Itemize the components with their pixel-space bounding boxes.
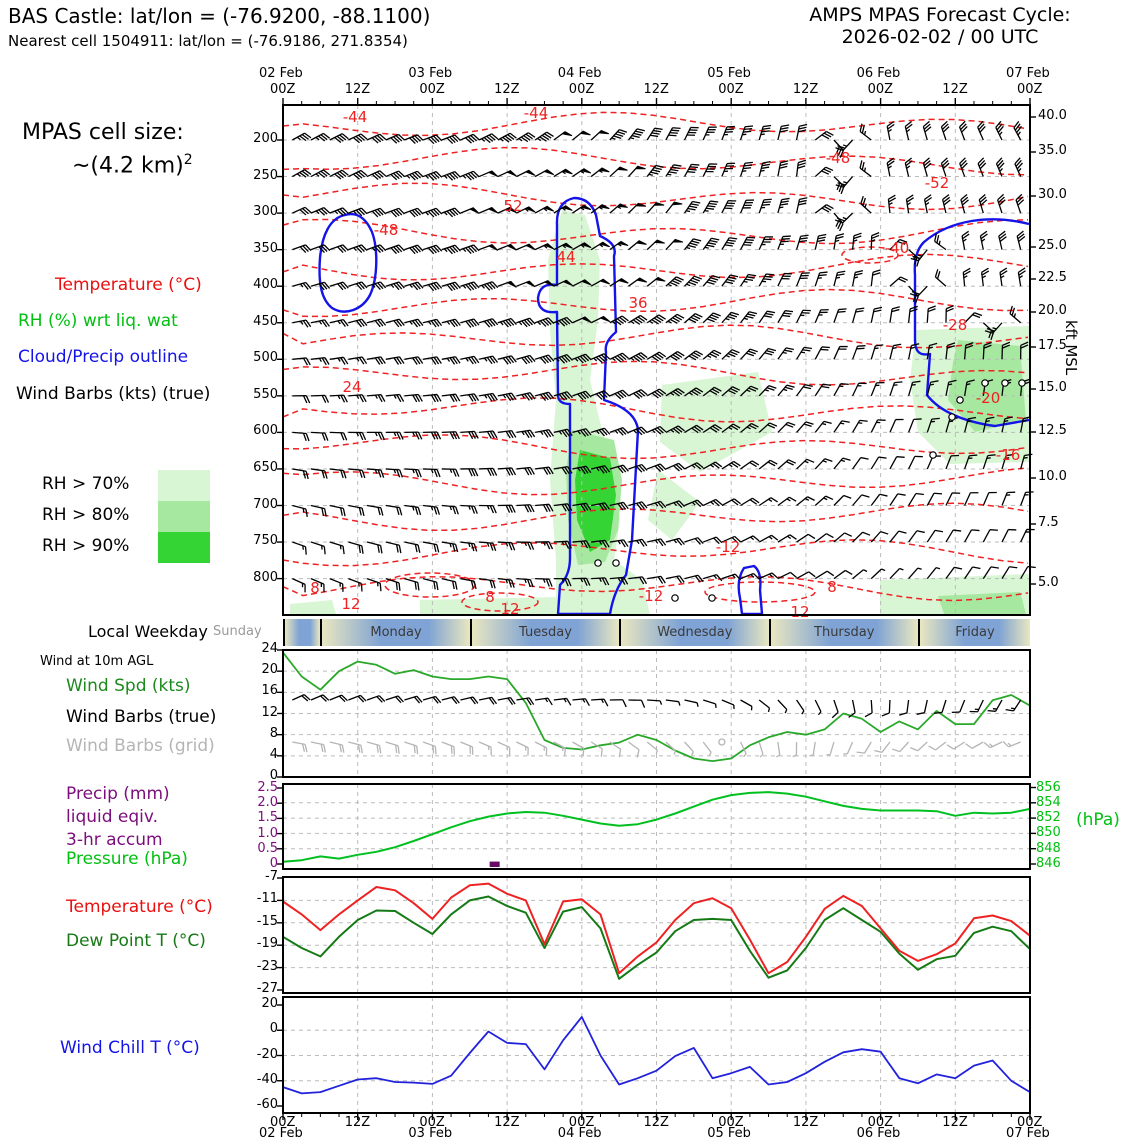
wind-barb-icon bbox=[498, 742, 510, 755]
wind-barb-icon bbox=[330, 742, 344, 753]
weekday-cell-monday: Monday bbox=[320, 619, 469, 646]
kft-tick-label: 7.5 bbox=[1038, 515, 1059, 530]
top-axis-date: 04 Feb bbox=[557, 66, 602, 81]
precip-ytick-label: 0 bbox=[269, 856, 278, 871]
calm-wind-icon bbox=[1019, 380, 1025, 386]
bottom-axis-date: 07 Feb bbox=[1006, 1126, 1050, 1140]
wind-barb-icon bbox=[929, 742, 946, 750]
contour-label: -48 bbox=[825, 149, 851, 167]
precip-ytick-label: 2.0 bbox=[257, 795, 278, 811]
wind-barb-icon bbox=[479, 742, 491, 755]
wind-barb-icon bbox=[591, 699, 608, 706]
wind-barb-icon bbox=[966, 742, 984, 748]
pressure-tick-label: 200 bbox=[253, 131, 278, 146]
chill-ytick-label: -40 bbox=[256, 1071, 278, 1087]
precip-bar bbox=[490, 862, 500, 867]
wind-barb-icon bbox=[404, 742, 417, 754]
contour-label: -40 bbox=[884, 239, 910, 257]
contour-label: 12 bbox=[790, 603, 810, 621]
wind-barb-icon bbox=[809, 742, 815, 756]
legend-windbarb-label: Wind Barbs (kts) (true) bbox=[16, 384, 211, 404]
temp-ytick-label: -19 bbox=[256, 936, 278, 952]
bottom-axis-date: 02 Feb bbox=[259, 1126, 303, 1140]
top-axis-date: 03 Feb bbox=[408, 66, 453, 81]
calm-wind-icon bbox=[930, 452, 936, 458]
contour-label: 12 bbox=[500, 600, 520, 618]
weekday-cell-tuesday: Tuesday bbox=[470, 619, 619, 646]
cell-size-line2: ~(4.2 km)$^2$ bbox=[72, 152, 193, 179]
local-weekday-label: Local Weekday bbox=[88, 622, 208, 641]
bottom-axis-hour: 00Z bbox=[568, 1115, 595, 1130]
rh-legend-70-label: RH > 70% bbox=[42, 474, 130, 494]
wind-barb-icon bbox=[348, 742, 362, 753]
precip-label1: Precip (mm) bbox=[66, 784, 170, 804]
wind-barb-icon bbox=[311, 742, 325, 752]
wind-barbs-grid-label: Wind Barbs (grid) bbox=[66, 736, 215, 756]
precip-ytick-label: 0.5 bbox=[257, 840, 278, 856]
wind-barb-icon bbox=[1003, 741, 1021, 747]
wind-barb-icon bbox=[952, 700, 965, 712]
bottom-axis-hour: 00Z bbox=[867, 1115, 894, 1130]
wind-barb-icon bbox=[793, 742, 797, 757]
precip-ytick-label: 1.5 bbox=[257, 810, 278, 826]
temp-dew-panel bbox=[283, 877, 1030, 993]
top-axis-hour: 00Z bbox=[270, 82, 296, 97]
wind-barb-icon bbox=[917, 700, 928, 714]
pressure-tick-label: 250 bbox=[253, 167, 278, 183]
wind-ytick-label: 4 bbox=[269, 746, 278, 762]
top-axis-hour: 00Z bbox=[718, 82, 744, 97]
wind-barb-icon bbox=[386, 696, 404, 703]
hpa-ytick-label: 850 bbox=[1036, 825, 1061, 841]
wind-barb-icon bbox=[479, 697, 496, 704]
wind-barb-icon bbox=[628, 742, 638, 758]
bottom-axis-date: 05 Feb bbox=[707, 1126, 751, 1140]
wind-barb-icon bbox=[984, 742, 1002, 748]
contour-label: -12 bbox=[638, 587, 664, 605]
precip-label2: liquid eqiv. bbox=[66, 807, 159, 827]
wind-barb-icon bbox=[330, 695, 348, 702]
temp-ytick-label: -11 bbox=[256, 891, 278, 907]
calm-wind-icon bbox=[1002, 380, 1008, 386]
wind-ytick-label: 0 bbox=[269, 768, 278, 783]
wind-barb-icon bbox=[776, 742, 779, 757]
wind-barb-icon bbox=[292, 742, 307, 752]
wind-barb-icon bbox=[899, 700, 908, 715]
legend-temperature-label: Temperature (°C) bbox=[55, 275, 202, 295]
kft-tick-label: 12.5 bbox=[1038, 423, 1067, 438]
pressure-tick-label: 600 bbox=[253, 423, 278, 439]
contour-label: 12 bbox=[341, 595, 361, 613]
pressure-tick-label: 800 bbox=[253, 569, 278, 585]
pressure-tick-label: 700 bbox=[253, 496, 278, 512]
contour-label: -48 bbox=[373, 221, 399, 239]
cell-size-line1: MPAS cell size: bbox=[22, 120, 184, 145]
legend-cloud-label: Cloud/Precip outline bbox=[18, 347, 189, 367]
chill-ytick-label: -20 bbox=[256, 1046, 278, 1062]
bottom-axis-date: 06 Feb bbox=[856, 1126, 901, 1140]
wind-barb-icon bbox=[832, 700, 838, 718]
hpa-ytick-label: 846 bbox=[1036, 856, 1061, 871]
contour-label: -28 bbox=[942, 316, 968, 334]
wind-barb-icon bbox=[703, 742, 711, 756]
wind-barb-icon bbox=[797, 700, 804, 714]
wind-ytick-label: 16 bbox=[261, 683, 278, 699]
wind-ytick-label: 24 bbox=[261, 641, 278, 656]
contour-label: -44 bbox=[523, 104, 549, 122]
wind-spd-label: Wind Spd (kts) bbox=[66, 676, 191, 696]
temp-ytick-label: -23 bbox=[256, 958, 278, 974]
kft-tick-label: 15.0 bbox=[1038, 380, 1067, 395]
wind-ytick-label: 8 bbox=[269, 725, 278, 741]
wind-barb-icon bbox=[759, 700, 769, 712]
hpa-ytick-label: 852 bbox=[1036, 810, 1061, 826]
wind-barb-icon bbox=[685, 700, 698, 707]
wind-barb-icon bbox=[703, 700, 716, 708]
precip-pressure-panel bbox=[283, 784, 1030, 869]
wind-barb-icon bbox=[423, 742, 436, 754]
calm-wind-icon bbox=[957, 397, 963, 403]
rh-legend-80-label: RH > 80% bbox=[42, 505, 130, 525]
chill-ytick-label: 0 bbox=[269, 1021, 278, 1037]
wind-barb-icon bbox=[647, 742, 657, 754]
calm-wind-icon bbox=[949, 414, 955, 420]
precip-label3: 3-hr accum bbox=[66, 830, 163, 850]
calm-wind-icon bbox=[595, 560, 601, 566]
wind-barb-icon bbox=[1006, 700, 1021, 711]
top-axis-hour: 12Z bbox=[494, 82, 520, 97]
kft-tick-label: 22.5 bbox=[1038, 270, 1067, 285]
wind-barb-icon bbox=[685, 742, 694, 755]
wind-ytick-label: 12 bbox=[261, 704, 278, 720]
contour-label: 44 bbox=[556, 248, 576, 266]
wind-barb-icon bbox=[988, 700, 1002, 711]
calm-wind-icon bbox=[982, 380, 988, 386]
calm-wind-icon bbox=[719, 739, 725, 745]
hpa-ytick-label: 854 bbox=[1036, 794, 1061, 810]
wind-barb-icon bbox=[367, 696, 385, 703]
wind-barb-icon bbox=[857, 742, 872, 753]
wind-barb-icon bbox=[759, 742, 763, 757]
contour-label: 8 bbox=[485, 588, 495, 606]
dewpoint-series-label: Dew Point T (°C) bbox=[66, 931, 206, 951]
bottom-axis-hour: 00Z bbox=[270, 1115, 296, 1130]
bottom-axis-hour: 12Z bbox=[942, 1115, 968, 1130]
bottom-axis-hour: 12Z bbox=[792, 1115, 819, 1130]
contour-label: 8 bbox=[827, 578, 837, 596]
wind-barb-icon bbox=[815, 700, 821, 715]
contour-label: 36 bbox=[628, 294, 648, 312]
kft-axis-label: kft MSL bbox=[1062, 320, 1080, 376]
bottom-axis-hour: 00Z bbox=[419, 1115, 445, 1130]
wind-barb-icon bbox=[554, 698, 571, 705]
wind-barb-icon bbox=[404, 696, 422, 703]
precip-ytick-label: 2.5 bbox=[257, 780, 278, 795]
precip-ytick-label: 1.0 bbox=[257, 825, 278, 841]
top-axis-hour: 12Z bbox=[643, 82, 669, 97]
contour-label: -44 bbox=[342, 108, 368, 126]
wind-barb-icon bbox=[666, 700, 680, 706]
wind-barb-icon bbox=[460, 742, 472, 755]
weekday-cell-thursday: Thursday bbox=[769, 619, 918, 646]
pressure-tick-label: 550 bbox=[253, 386, 278, 402]
pressure-tick-label: 650 bbox=[253, 459, 278, 475]
bottom-axis-hour: 12Z bbox=[643, 1115, 669, 1130]
calm-wind-icon bbox=[613, 560, 619, 566]
wind-barb-icon bbox=[423, 696, 441, 703]
pressure-tick-label: 750 bbox=[253, 533, 278, 549]
weekday-sunday-label: Sunday bbox=[213, 624, 262, 639]
kft-tick-label: 10.0 bbox=[1038, 469, 1067, 484]
kft-tick-label: 17.5 bbox=[1038, 338, 1067, 353]
top-axis-hour: 00Z bbox=[1017, 82, 1043, 97]
wind10m-panel bbox=[283, 650, 1030, 777]
kft-tick-label: 20.0 bbox=[1038, 303, 1067, 318]
wind-barb-icon bbox=[947, 742, 965, 749]
pressure-tick-label: 400 bbox=[253, 277, 278, 293]
wind-barb-icon bbox=[591, 742, 602, 757]
top-axis-hour: 12Z bbox=[344, 82, 371, 97]
hpa-ytick-label: 856 bbox=[1036, 779, 1061, 795]
upper-air-panel bbox=[283, 105, 1036, 615]
wind-barb-icon bbox=[498, 698, 515, 705]
wind-barb-icon bbox=[516, 742, 528, 756]
calm-wind-icon bbox=[709, 595, 715, 601]
pressure-tick-label: 500 bbox=[253, 350, 278, 366]
contour-label: 8 bbox=[310, 579, 320, 597]
wind-barb-icon bbox=[970, 700, 984, 712]
bottom-axis-date: 03 Feb bbox=[408, 1126, 453, 1140]
weekday-cell-friday: Friday bbox=[918, 619, 1030, 646]
wind-chill-panel bbox=[283, 997, 1030, 1113]
wind-barb-icon bbox=[910, 742, 927, 751]
wind-barb-icon bbox=[460, 697, 478, 704]
wind-barb-icon bbox=[292, 695, 310, 701]
kft-tick-label: 40.0 bbox=[1038, 108, 1067, 123]
bottom-axis-hour: 00Z bbox=[1017, 1115, 1043, 1130]
wind-barb-icon bbox=[826, 742, 834, 755]
wind-barb-icon bbox=[442, 742, 455, 755]
page-subtitle: Nearest cell 1504911: lat/lon = (-76.9186, 271.8354) bbox=[8, 32, 408, 50]
kft-tick-label: 30.0 bbox=[1038, 187, 1067, 202]
wind-barb-icon bbox=[610, 700, 626, 707]
bottom-axis-hour: 12Z bbox=[494, 1115, 520, 1130]
wind-barb-icon bbox=[367, 742, 381, 753]
forecast-cycle-line2: 2026-02-02 / 00 UTC bbox=[841, 26, 1039, 48]
cell-size-exponent: 2 bbox=[183, 152, 193, 168]
top-axis-hour: 00Z bbox=[867, 82, 894, 97]
top-axis-hour: 12Z bbox=[792, 82, 819, 97]
bottom-axis-hour: 00Z bbox=[718, 1115, 744, 1130]
wind-barb-icon bbox=[722, 700, 734, 709]
wind-barb-icon bbox=[628, 700, 644, 708]
wind10m-header: Wind at 10m AGL bbox=[40, 654, 154, 669]
bottom-axis-hour: 12Z bbox=[344, 1115, 371, 1130]
top-axis-date: 06 Feb bbox=[856, 66, 901, 81]
top-axis-hour: 12Z bbox=[942, 82, 968, 97]
wind-barb-icon bbox=[892, 742, 908, 752]
temp-ytick-label: -15 bbox=[256, 913, 278, 929]
wind-barb-icon bbox=[535, 698, 552, 705]
bottom-axis-date: 04 Feb bbox=[557, 1126, 602, 1140]
top-axis-date: 07 Feb bbox=[1006, 66, 1050, 81]
top-axis-date: 05 Feb bbox=[707, 66, 751, 81]
contour-label: -52 bbox=[924, 174, 950, 192]
contour-label: -16 bbox=[995, 446, 1021, 464]
kft-tick-label: 35.0 bbox=[1038, 143, 1067, 158]
weekday-cell-wednesday: Wednesday bbox=[619, 619, 768, 646]
wind-barbs-true-label: Wind Barbs (true) bbox=[66, 707, 217, 727]
pressure-label: Pressure (hPa) bbox=[66, 849, 188, 869]
top-axis-date: 02 Feb bbox=[259, 66, 303, 81]
hpa-axis-label: (hPa) bbox=[1076, 810, 1120, 830]
wind-barb-icon bbox=[741, 700, 752, 710]
rh-legend-90-label: RH > 90% bbox=[42, 536, 130, 556]
contour-label: 24 bbox=[342, 378, 362, 396]
pressure-tick-label: 450 bbox=[253, 313, 278, 329]
chill-ytick-label: -60 bbox=[256, 1097, 278, 1112]
wind-barb-icon bbox=[311, 695, 329, 701]
wind-ytick-label: 20 bbox=[261, 662, 278, 678]
hpa-ytick-label: 848 bbox=[1036, 840, 1061, 856]
top-axis-hour: 00Z bbox=[568, 82, 595, 97]
wind-chill-label: Wind Chill T (°C) bbox=[60, 1038, 200, 1058]
chill-ytick-label: 20 bbox=[261, 996, 278, 1011]
wind-barb-icon bbox=[442, 697, 460, 704]
wind-barb-icon bbox=[778, 700, 787, 713]
temperature-series-label: Temperature (°C) bbox=[66, 897, 213, 917]
temp-ytick-label: -27 bbox=[256, 981, 278, 996]
kft-tick-label: 5.0 bbox=[1038, 575, 1059, 590]
contour-label: -20 bbox=[975, 389, 1001, 407]
contour-label: 52 bbox=[503, 197, 523, 215]
wind-barb-icon bbox=[386, 742, 399, 754]
pressure-tick-label: 300 bbox=[253, 204, 278, 220]
top-axis-hour: 00Z bbox=[419, 82, 445, 97]
wind-barb-icon bbox=[865, 700, 872, 717]
forecast-cycle-line1: AMPS MPAS Forecast Cycle: bbox=[809, 4, 1071, 26]
wind-barb-icon bbox=[535, 742, 547, 756]
wind-barb-icon bbox=[843, 742, 852, 754]
contour-label: -12 bbox=[715, 538, 741, 556]
temp-ytick-label: -7 bbox=[265, 869, 278, 884]
kft-tick-label: 25.0 bbox=[1038, 238, 1067, 253]
page-title: BAS Castle: lat/lon = (-76.9200, -88.1100) bbox=[8, 4, 431, 28]
wind-barb-icon bbox=[647, 700, 661, 705]
wind-barb-icon bbox=[572, 699, 589, 706]
wind-barb-icon bbox=[874, 742, 890, 752]
calm-wind-icon bbox=[672, 595, 678, 601]
legend-rh-label: RH (%) wrt liq. wat bbox=[18, 311, 178, 331]
pressure-tick-label: 350 bbox=[253, 240, 278, 256]
